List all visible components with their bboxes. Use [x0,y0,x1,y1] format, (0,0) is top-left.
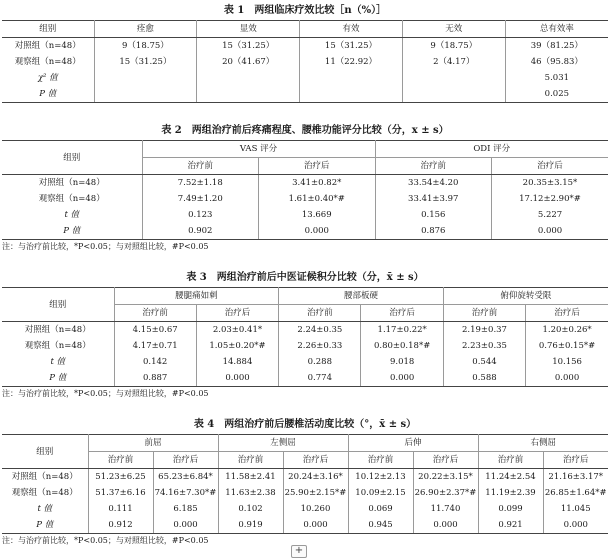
table-row [2,517,608,534]
table-header-cell: 治疗前 [443,305,525,322]
table-cell: 0.069 [348,501,413,517]
table-cell: 13.669 [259,207,376,223]
table-cell: t 值 [2,501,88,517]
table-4 [2,434,608,534]
table-3 [2,287,608,387]
table-header-cell: 治疗前 [478,452,543,469]
add-button[interactable]: + [291,545,307,558]
table-cell: 0.000 [153,517,218,534]
table-cell: 0.025 [505,86,608,103]
table-header-cell: 有效 [300,21,403,38]
table-row [2,38,608,55]
table-cell: 0.000 [196,370,278,387]
table-cell: 65.23±6.84* [153,469,218,486]
table-cell: 15（31.25） [94,54,197,70]
table-row [2,70,608,86]
table-row [2,86,608,103]
table-row [2,223,608,240]
table-cell: 74.16±7.30*# [153,485,218,501]
table-row [2,175,608,192]
table-header-cell: 治疗后 [153,452,218,469]
table-cell: 15（31.25） [300,38,403,55]
table-3-note: 注：与治疗前比较，*P<0.05；与对照组比较，#P<0.05 [2,389,209,398]
table-group-header: 后伸 [348,435,478,452]
table-cell: 对照组（n=48） [2,322,114,339]
table-cell: 7.49±1.20 [142,191,259,207]
table-cell: 11.19±2.39 [478,485,543,501]
table-cell: 9.018 [361,354,443,370]
table-cell: 9（18.75） [402,38,505,55]
table-cell: 0.142 [114,354,196,370]
table-header-cell: 治疗前 [218,452,283,469]
table-cell: 0.123 [142,207,259,223]
table-cell: 20（41.67） [197,54,300,70]
table-cell: 33.41±3.97 [375,191,492,207]
table-4-sub-row [2,452,608,469]
table-cell: 20.22±3.15* [413,469,478,486]
table-cell: 0.288 [279,354,361,370]
table-cell: 4.17±0.71 [114,338,196,354]
table-header-cell: 组别 [2,435,88,469]
table-3-section [0,271,610,400]
table-row [2,191,608,207]
table-header-cell: 治疗前 [375,158,492,175]
table-cell: 6.185 [153,501,218,517]
table-row [2,469,608,486]
table-row [2,501,608,517]
table-4-group-row [2,435,608,452]
table-group-header: 前屈 [88,435,218,452]
table-group-header: 俯仰旋转受限 [443,288,608,305]
table-cell: 0.099 [478,501,543,517]
table-cell: 11.58±2.41 [218,469,283,486]
table-cell: 0.588 [443,370,525,387]
table-cell: 0.80±0.18*# [361,338,443,354]
table-cell: 0.945 [348,517,413,534]
table-cell: 0.000 [259,223,376,240]
table-header-cell: 治疗前 [114,305,196,322]
table-cell: t 值 [2,207,142,223]
table-row [2,54,608,70]
table-cell: 10.09±2.15 [348,485,413,501]
table-cell: 17.12±2.90*# [492,191,609,207]
table-group-header: 腰腿痛如刺 [114,288,279,305]
table-row [2,485,608,501]
table-4-note: 注：与治疗前比较，*P<0.05；与对照组比较，#P<0.05 [2,536,209,545]
table-cell: 0.921 [478,517,543,534]
table-cell: 15（31.25） [197,38,300,55]
table-cell: 2.24±0.35 [279,322,361,339]
table-header-cell: 治疗前 [279,305,361,322]
table-cell: 0.156 [375,207,492,223]
table-cell: 10.12±2.13 [348,469,413,486]
table-header-cell: 治疗前 [348,452,413,469]
table-2-section [0,124,610,253]
table-cell [402,86,505,103]
table-header-cell: 组别 [2,141,142,175]
table-cell: 0.919 [218,517,283,534]
table-cell: 0.000 [283,517,348,534]
table-cell: 0.000 [543,517,608,534]
table-header-cell: 治疗后 [196,305,278,322]
table-cell: 11.740 [413,501,478,517]
table-cell: 0.912 [88,517,153,534]
table-cell: 26.85±1.64*# [543,485,608,501]
table-cell: 观察组（n=48） [2,485,88,501]
table-cell: 2.26±0.33 [279,338,361,354]
table-cell: 0.000 [526,370,608,387]
table-header-cell: 痊愈 [94,21,197,38]
table-cell: 11（22.92） [300,54,403,70]
table-cell: 0.102 [218,501,283,517]
table-cell: 11.045 [543,501,608,517]
table-cell: 观察组（n=48） [2,191,142,207]
table-cell: 对照组（n=48） [2,175,142,192]
table-cell [197,70,300,86]
table-cell: P 值 [2,370,114,387]
table-cell: 1.20±0.26* [526,322,608,339]
table-cell: 2（4.17） [402,54,505,70]
table-1 [2,20,608,103]
table-header-cell: 治疗后 [361,305,443,322]
table-cell: 10.156 [526,354,608,370]
table-4-section [0,418,610,547]
table-cell: 5.031 [505,70,608,86]
table-cell: 2.19±0.37 [443,322,525,339]
table-cell: 9（18.75） [94,38,197,55]
table-cell [300,70,403,86]
table-cell: P 值 [2,223,142,240]
table-3-title: 表 3 两组治疗前后中医证候积分比较（分，x̄ ± s） [186,272,424,283]
table-cell: 5.227 [492,207,609,223]
table-cell: 4.15±0.67 [114,322,196,339]
table-2 [2,140,608,240]
table-cell: 10.260 [283,501,348,517]
table-group-header: ODI 评分 [375,141,608,158]
table-header-cell: 组别 [2,288,114,322]
table-cell: t 值 [2,354,114,370]
table-cell: 0.111 [88,501,153,517]
table-header-cell: 治疗后 [283,452,348,469]
table-cell: 51.37±6.16 [88,485,153,501]
table-1-header-row [2,21,608,38]
table-cell: 1.05±0.20*# [196,338,278,354]
table-cell: 26.90±2.37*# [413,485,478,501]
table-cell [402,70,505,86]
table-group-header: VAS 评分 [142,141,375,158]
table-header-cell: 显效 [197,21,300,38]
table-cell: χ² 值 [2,70,94,86]
table-cell: 0.000 [361,370,443,387]
table-header-cell: 治疗后 [526,305,608,322]
table-row [2,207,608,223]
table-header-cell: 治疗后 [492,158,609,175]
table-header-cell: 治疗前 [88,452,153,469]
table-cell: 0.000 [492,223,609,240]
table-cell: 0.902 [142,223,259,240]
table-cell: 25.90±2.15*# [283,485,348,501]
table-2-group-row [2,141,608,158]
table-cell: 3.41±0.82* [259,175,376,192]
table-header-cell: 总有效率 [505,21,608,38]
table-cell: 33.54±4.20 [375,175,492,192]
table-2-title: 表 2 两组治疗前后疼痛程度、腰椎功能评分比较（分，x ± s） [161,125,449,136]
table-cell: 0.76±0.15*# [526,338,608,354]
table-cell: 11.24±2.54 [478,469,543,486]
table-4-title: 表 4 两组治疗前后腰椎活动度比较（°，x̄ ± s） [193,419,417,430]
table-cell [94,86,197,103]
table-cell: 14.884 [196,354,278,370]
table-header-cell: 无效 [402,21,505,38]
table-cell: 1.17±0.22* [361,322,443,339]
table-3-group-row [2,288,608,305]
table-row [2,370,608,387]
table-cell: 21.16±3.17* [543,469,608,486]
table-cell [197,86,300,103]
table-group-header: 左侧屈 [218,435,348,452]
table-cell [300,86,403,103]
table-header-cell: 治疗后 [413,452,478,469]
table-cell: 对照组（n=48） [2,469,88,486]
table-cell: 46（95.83） [505,54,608,70]
table-cell: 0.000 [413,517,478,534]
table-row [2,354,608,370]
table-header-cell: 治疗后 [543,452,608,469]
table-header-cell: 组别 [2,21,94,38]
table-cell: 0.887 [114,370,196,387]
table-cell: 1.61±0.40*# [259,191,376,207]
table-cell: 2.23±0.35 [443,338,525,354]
table-cell: 11.63±2.38 [218,485,283,501]
table-cell: 对照组（n=48） [2,38,94,55]
table-cell: P 值 [2,517,88,534]
table-cell: P 值 [2,86,94,103]
table-cell: 7.52±1.18 [142,175,259,192]
table-group-header: 右侧屈 [478,435,608,452]
table-cell: 51.23±6.25 [88,469,153,486]
table-cell: 0.774 [279,370,361,387]
table-1-section [0,4,610,103]
table-cell: 观察组（n=48） [2,338,114,354]
table-1-title: 表 1 两组临床疗效比较［n（%）］ [223,5,387,16]
table-cell: 20.24±3.16* [283,469,348,486]
table-cell: 0.876 [375,223,492,240]
table-header-cell: 治疗前 [142,158,259,175]
table-cell: 39（81.25） [505,38,608,55]
table-cell [94,70,197,86]
table-group-header: 腰部板硬 [279,288,444,305]
table-row [2,322,608,339]
table-cell: 2.03±0.41* [196,322,278,339]
table-2-note: 注：与治疗前比较，*P<0.05；与对照组比较，#P<0.05 [2,242,209,251]
table-cell: 20.35±3.15* [492,175,609,192]
table-cell: 0.544 [443,354,525,370]
table-header-cell: 治疗后 [259,158,376,175]
table-row [2,338,608,354]
table-cell: 观察组（n=48） [2,54,94,70]
